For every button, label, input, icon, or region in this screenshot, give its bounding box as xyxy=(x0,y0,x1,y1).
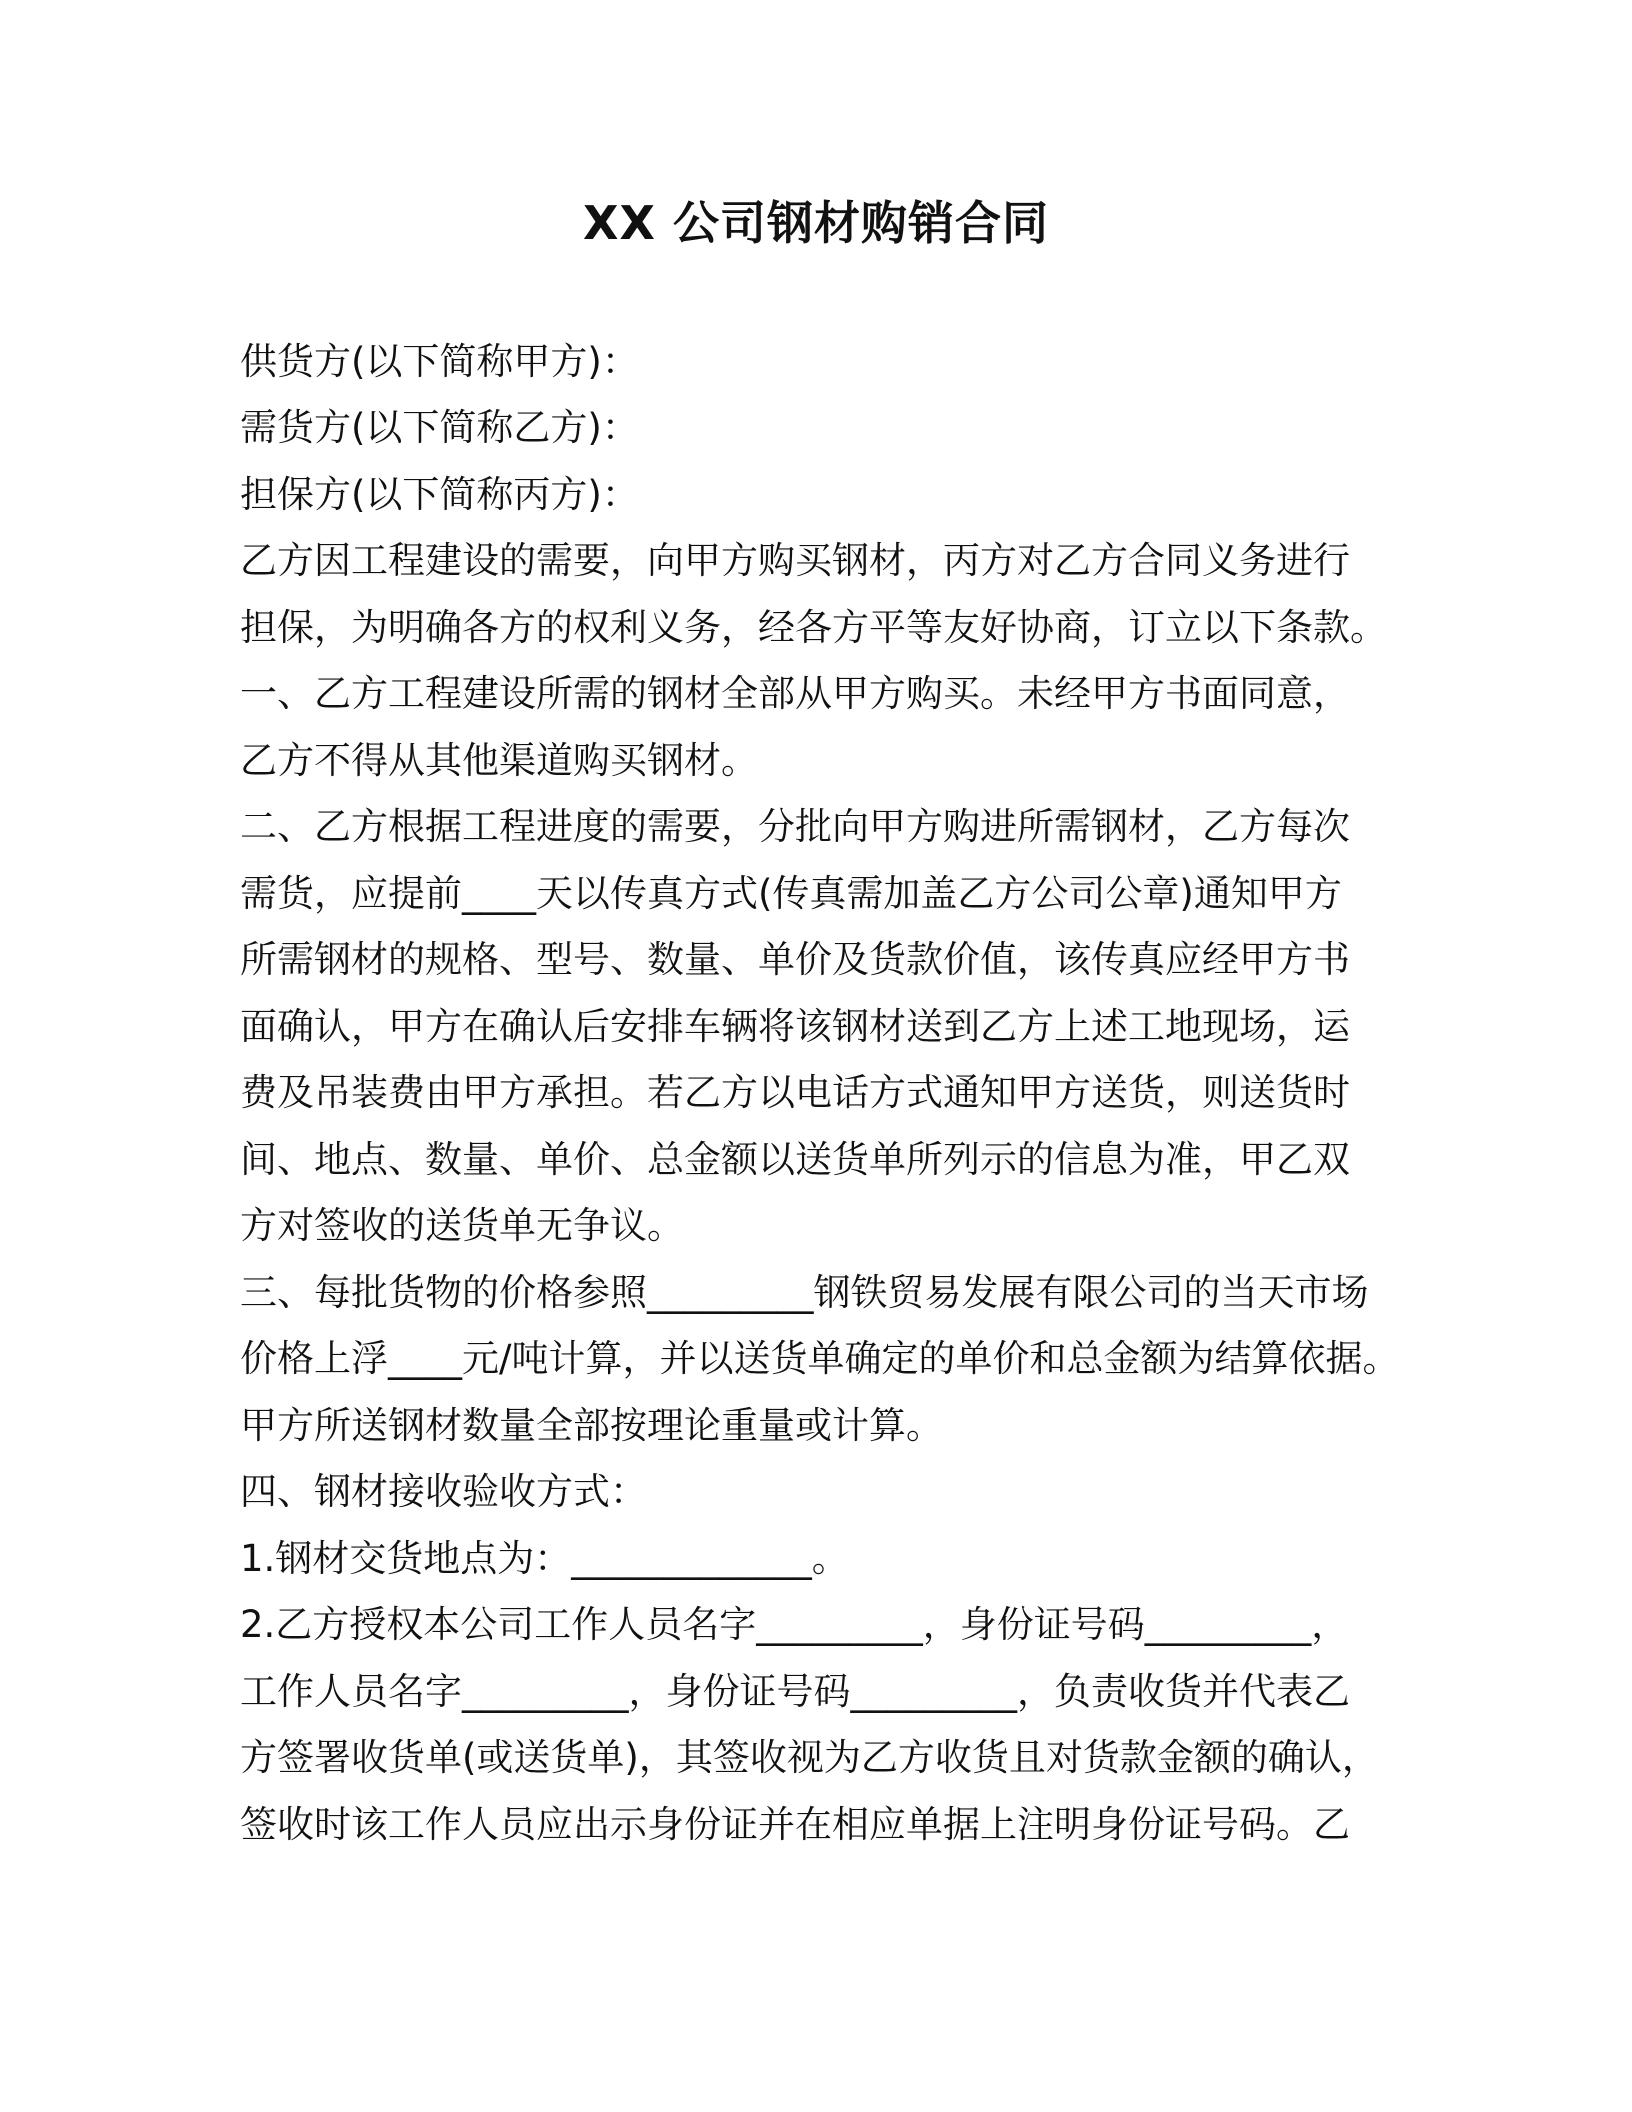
text-line: 四、钢材接收验收方式： xyxy=(240,1470,647,1513)
text-line: 需货，应提前____天以传真方式(传真需加盖乙方公司公章)通知甲方 xyxy=(240,872,1342,915)
text-line: 甲方所送钢材数量全部按理论重量或计算。 xyxy=(240,1404,943,1447)
text-line: 费及吊装费由甲方承担。若乙方以电话方式通知甲方送货，则送货时 xyxy=(240,1071,1350,1114)
text-line: 担保，为明确各方的权利义务，经各方平等友好协商，订立以下条款。 xyxy=(240,606,1387,649)
text-line: 担保方(以下简称丙方)： xyxy=(240,473,639,516)
text-line: 2.乙方授权本公司工作人员名字_________，身份证号码_________， xyxy=(240,1603,1349,1646)
text-line: 所需钢材的规格、型号、数量、单价及货款价值，该传真应经甲方书 xyxy=(240,938,1350,981)
text-line: 1.钢材交货地点为：_____________。 xyxy=(240,1537,849,1580)
text-line: 供货方(以下简称甲方)： xyxy=(240,340,639,383)
text-line: 方对签收的送货单无争议。 xyxy=(240,1204,684,1247)
text-line: 价格上浮____元/吨计算，并以送货单确定的单价和总金额为结算依据。 xyxy=(240,1337,1400,1380)
text-line: 方签署收货单(或送货单)，其签收视为乙方收货且对货款金额的确认， xyxy=(240,1736,1379,1779)
text-line: 面确认，甲方在确认后安排车辆将该钢材送到乙方上述工地现场，运 xyxy=(240,1005,1350,1048)
text-line: 乙方因工程建设的需要，向甲方购买钢材，丙方对乙方合同义务进行 xyxy=(240,539,1350,582)
text-line: 三、每批货物的价格参照_________钢铁贸易发展有限公司的当天市场 xyxy=(240,1271,1369,1314)
text-line: 工作人员名字_________，身份证号码_________，负责收货并代表乙 xyxy=(240,1670,1350,1713)
text-line: 间、地点、数量、单价、总金额以送货单所列示的信息为准，甲乙双 xyxy=(240,1138,1350,1181)
text-line: 乙方不得从其他渠道购买钢材。 xyxy=(240,739,758,782)
text-line: 需货方(以下简称乙方)： xyxy=(240,406,639,449)
document-title: XX 公司钢材购销合同 xyxy=(583,196,1049,250)
text-line: 二、乙方根据工程进度的需要，分批向甲方购进所需钢材，乙方每次 xyxy=(240,805,1350,848)
text-line: 签收时该工作人员应出示身份证并在相应单据上注明身份证号码。乙 xyxy=(240,1803,1350,1846)
text-line: 一、乙方工程建设所需的钢材全部从甲方购买。未经甲方书面同意， xyxy=(240,672,1350,715)
